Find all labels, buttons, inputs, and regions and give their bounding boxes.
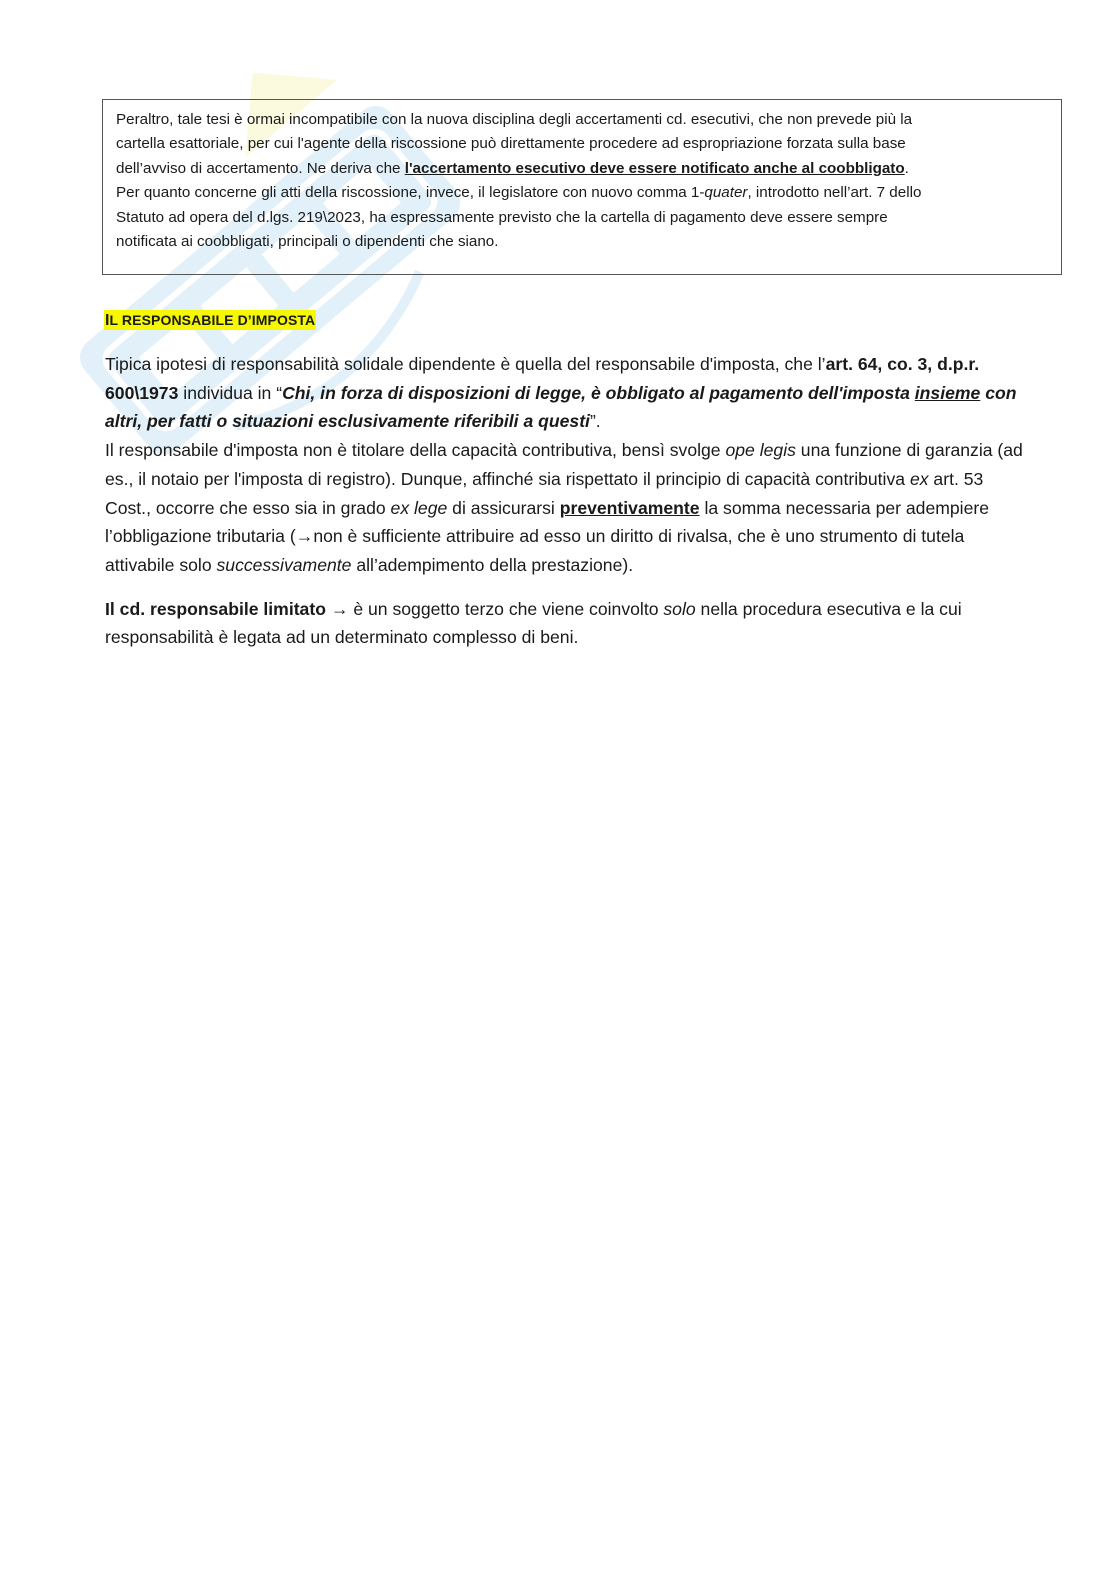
- note-line-4: Per quanto concerne gli atti della riscossione, invece, il legislatore con nuovo comma 1-quater, introdotto nell’art. 7 dello: [116, 184, 922, 202]
- emphasis-notifica: l'accertamento esecutivo deve essere notificato anche al coobbligato: [404, 159, 905, 177]
- note-line-1: Peraltro, tale tesi è ormai incompatibile con la nuova disciplina degli accertamenti cd. esecutivi, che non prevede più la: [116, 111, 913, 128]
- paragraph-3: Il cd. responsabile limitato → è un soggetto terzo che viene coinvolto solo nella procedura esecutiva e la cui responsabilità è legata ad un determinato complesso di beni.: [105, 598, 962, 648]
- paragraph-2: Il responsabile d'imposta non è titolare della capacità contributiva, bensì svolge ope legis una funzione di garanzia (ad es., il notaio per l'imposta di registro). Dunque, affinché sia rispettato il principio di capacità contributiva ex art. 53 Cost., occorre che esso sia in grado ex lege di assicurarsi preventivamente la somma necessaria per adempiere l’obbligazione tributaria (→non è sufficiente attribuire ad esso un diritto di rivalsa, che è uno strumento di tutela attivabile solo successivamente all’adempimento della prestazione).: [105, 440, 1023, 575]
- note-line-5: Statuto ad opera del d.lgs. 219\2023, ha espressamente previsto che la cartella di pagamento deve essere sempre: [116, 208, 888, 226]
- note-line-6: notificata ai coobbligati, principali o dipendenti che siano.: [116, 233, 499, 251]
- arrow-right-icon: →: [295, 526, 314, 547]
- note-line-2: cartella esattoriale, per cui l'agente della riscossione può direttamente procedere ad espropriazione forzata sulla base: [116, 135, 906, 153]
- paragraph-1: Tipica ipotesi di responsabilità solidale dipendente è quella del responsabile d'imposta, che l’art. 64, co. 3, d.p.r. 600\1973 individua in “Chi, in forza di disposizioni di legge, è obbligato al pagamento dell'imposta insieme con altri, per fatti o situazioni esclusivamente riferibili a questi”.: [105, 354, 1017, 432]
- arrow-right-icon: →: [325, 598, 354, 619]
- body-text: [105, 350, 1025, 652]
- section-heading: [104, 309, 316, 332]
- heading-highlight: IL RESPONSABILE D’IMPOSTA: [105, 312, 316, 329]
- note-box: [102, 99, 1062, 275]
- note-line-3: dell’avviso di accertamento. Ne deriva che l'accertamento esecutivo deve essere notificato anche al coobbligato.: [116, 159, 909, 177]
